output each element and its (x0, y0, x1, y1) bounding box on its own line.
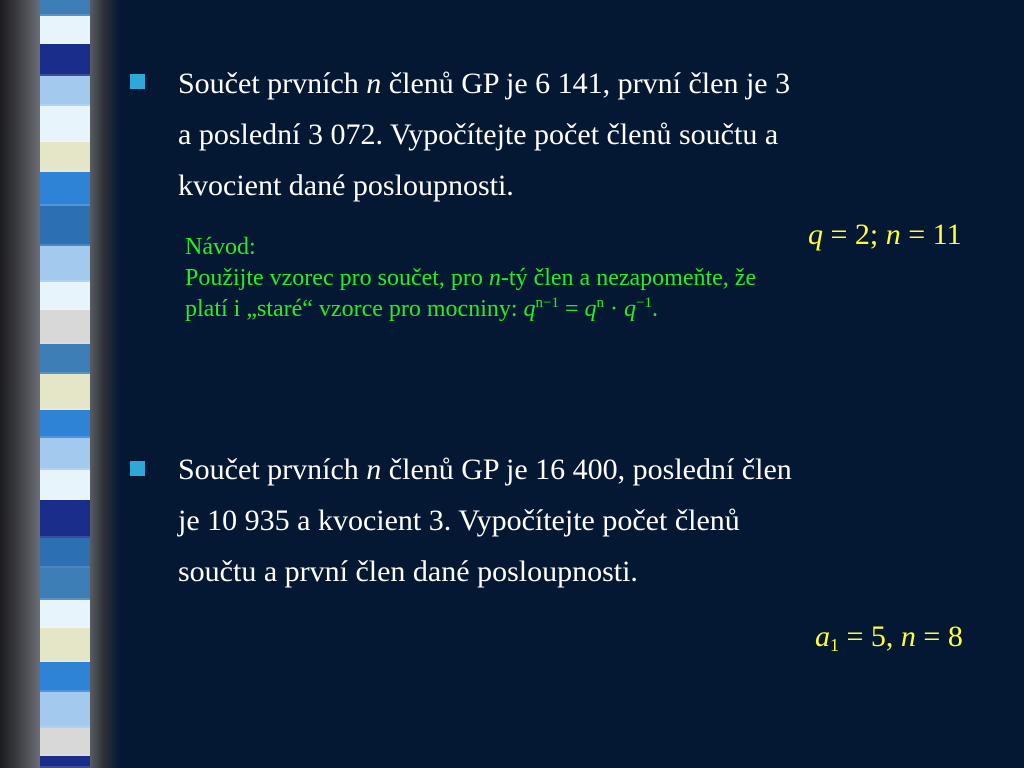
task-2-line-2: je 10 935 a kvocient 3. Vypočítejte počet členů (178, 504, 740, 537)
strip-block (40, 44, 90, 76)
hint-line-2: platí i „staré“ vzorce pro mocniny: $q^{n-1} = q^n \cdot q^{-1}$. (185, 295, 659, 322)
task-1-line-1: Součet prvních n členů GP je 6 141, první člen je 3 (178, 67, 791, 100)
task-2-text (178, 444, 1008, 597)
strip-block (40, 410, 90, 438)
strip-block (40, 172, 90, 206)
strip-block (40, 206, 90, 246)
task-2-line-3: součtu a první člen dané posloupnosti. (178, 555, 638, 588)
block-column (40, 0, 90, 768)
strip-block (40, 0, 90, 16)
strip-block (40, 438, 90, 470)
task-2-answer: $a_1 = 5$, n = 8 (815, 620, 963, 655)
strip-block (40, 692, 90, 728)
strip-block (40, 662, 90, 692)
strip-block (40, 628, 90, 662)
strip-block (40, 106, 90, 142)
strip-block (40, 310, 90, 344)
strip-block (40, 142, 90, 172)
bullet-square-icon (130, 461, 145, 476)
strip-shadow-left (0, 0, 40, 768)
strip-block (40, 16, 90, 44)
strip-block (40, 344, 90, 374)
strip-block (40, 756, 90, 768)
strip-block (40, 374, 90, 410)
task-1-line-3: kvocient dané posloupnosti. (178, 169, 514, 202)
strip-block (40, 568, 90, 600)
strip-block (40, 500, 90, 538)
decorative-side-strip (0, 0, 120, 768)
hint-line-1: Použijte vzorec pro součet, pro n-tý člen a nezapomeňte, že (185, 265, 757, 291)
strip-block (40, 282, 90, 310)
strip-block (40, 728, 90, 756)
strip-block (40, 76, 90, 106)
power-formula: $q^{n-1} = q^n \cdot q^{-1}$. (523, 295, 659, 322)
task-1-line-2: a poslední 3 072. Vypočítejte počet členů součtu a (178, 118, 779, 151)
strip-block (40, 538, 90, 568)
strip-block (40, 470, 90, 500)
task-2-line-1: Součet prvních n členů GP je 16 400, poslední člen (178, 453, 792, 486)
strip-block (40, 600, 90, 628)
strip-shadow-right (90, 0, 120, 768)
hint-title: Návod: (185, 234, 256, 260)
task-1-answer: q = 2; n = 11 (808, 218, 962, 251)
hint-block (185, 232, 1015, 325)
strip-block (40, 246, 90, 282)
bullet-square-icon (130, 74, 145, 89)
task-1-text (178, 58, 1008, 211)
